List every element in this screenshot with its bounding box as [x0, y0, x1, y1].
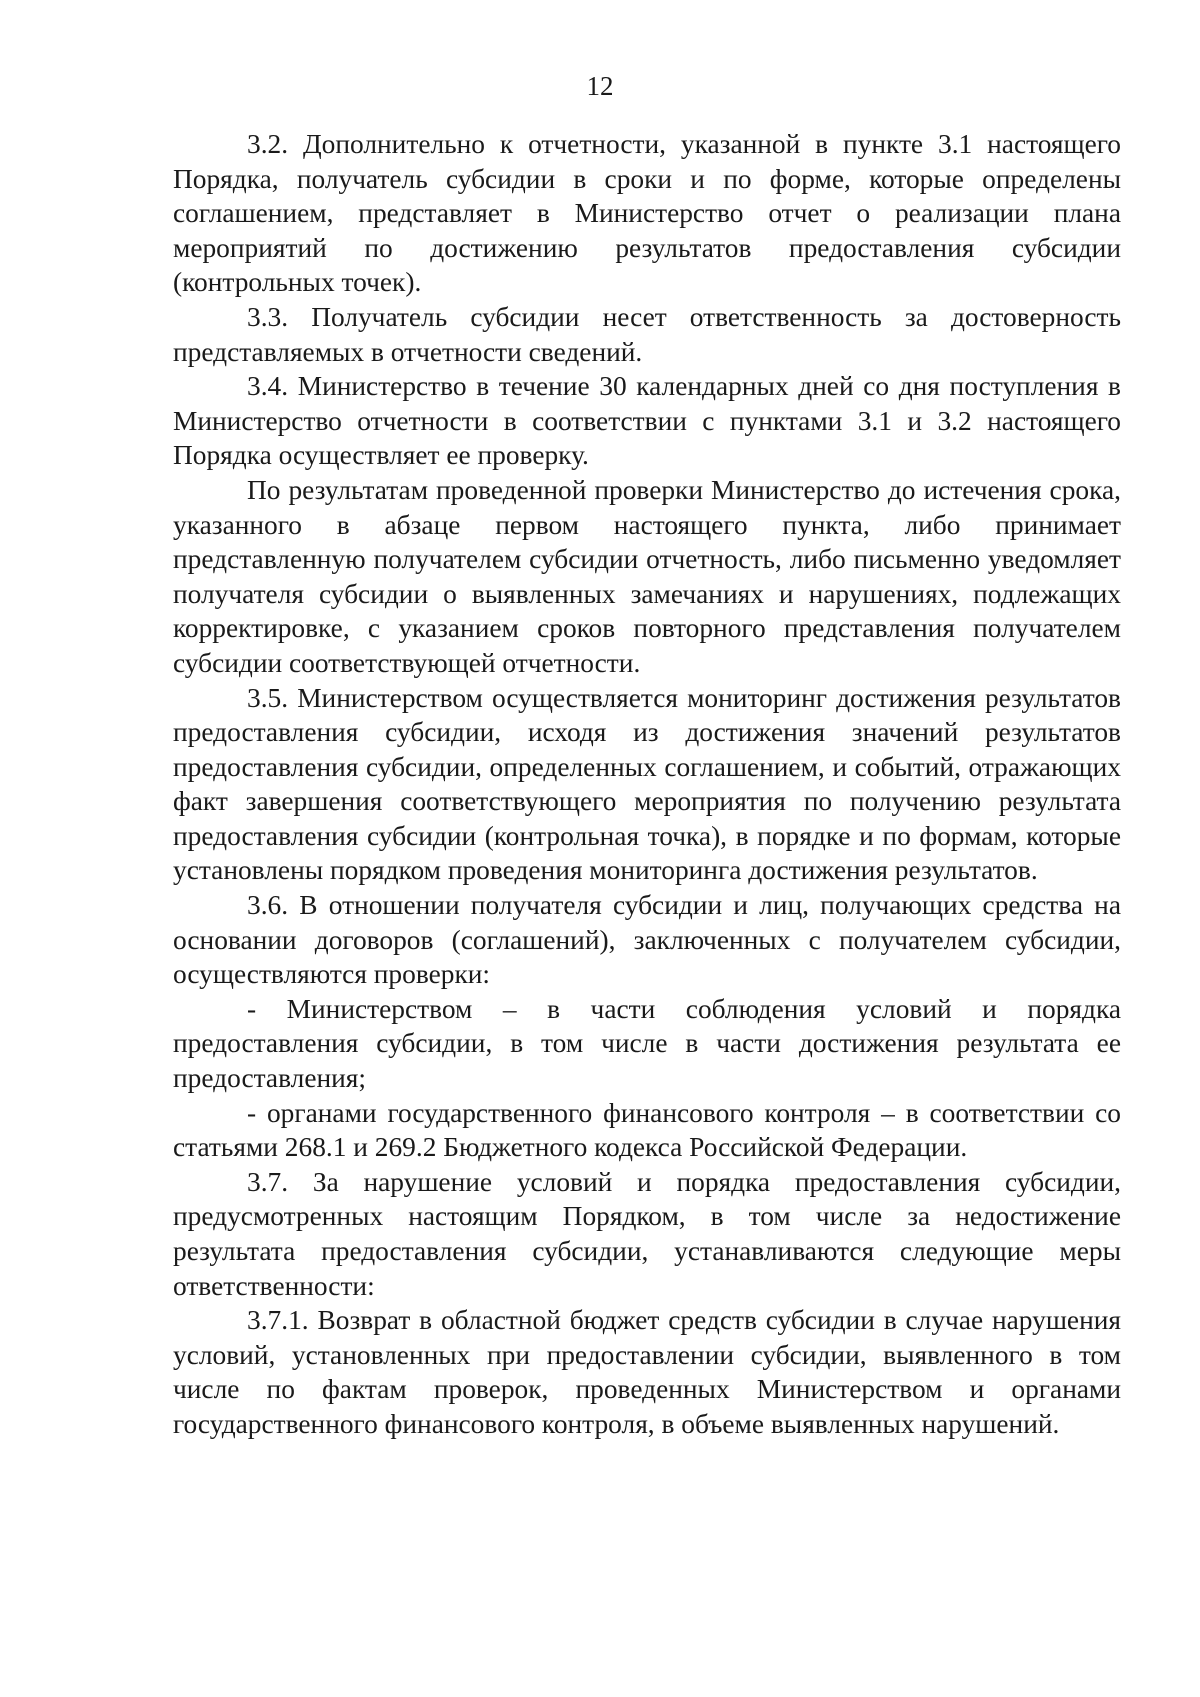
- document-body: [173, 127, 1121, 1442]
- paragraph-3-5: 3.5. Министерством осуществляется мониторинг достижения результатов предоставления субсидии, исходя из достижения значений результатов предоставления субсидии, определенных соглашением, и событий, отражающих факт завершения соответствующего мероприятия по получению результата предоставления субсидии (контрольная точка), в порядке и по формам, которые установлены порядком проведения мониторинга достижения результатов.: [173, 682, 1121, 886]
- paragraph-3-7-1: 3.7.1. Возврат в областной бюджет средств субсидии в случае нарушения условий, установленных при предоставлении субсидии, выявленного в том числе по фактам проверок, проведенных Министерством и органами государственного финансового контроля, в объеме выявленных нарушений.: [173, 1305, 1121, 1439]
- paragraph-3-7: 3.7. За нарушение условий и порядка предоставления субсидии, предусмотренных настоящим Порядком, в том числе за недостижение результата предоставления субсидии, устанавливаются следующие меры ответственности:: [173, 1166, 1121, 1301]
- paragraph-3-4-review-results: По результатам проведенной проверки Министерство до истечения срока, указанного в абзаце первом настоящего пункта, либо принимает представленную получателем субсидии отчетность, либо письменно уведомляет получателя субсидии о выявленных замечаниях и нарушениях, подлежащих корректировке, с указанием сроков повторного представления получателем субсидии соответствующей отчетности.: [173, 474, 1121, 678]
- paragraph-3-6-ministry-item: - Министерством – в части соблюдения условий и порядка предоставления субсидии, в том числе в части достижения результата ее предоставления;: [173, 993, 1121, 1094]
- paragraph-3-3: 3.3. Получатель субсидии несет ответственность за достоверность представляемых в отчетности сведений.: [173, 301, 1121, 367]
- paragraph-3-6-control-item: - органами государственного финансового контроля – в соответствии со статьями 268.1 и 269.2 Бюджетного кодекса Российской Федерации.: [173, 1097, 1121, 1163]
- paragraph-3-6: 3.6. В отношении получателя субсидии и лиц, получающих средства на основании договоров (соглашений), заключенных с получателем субсидии, осуществляются проверки:: [173, 890, 1121, 990]
- page-number: 12: [586, 71, 614, 101]
- paragraph-3-4: 3.4. Министерство в течение 30 календарных дней со дня поступления в Министерство отчетности в соответствии с пунктами 3.1 и 3.2 настоящего Порядка осуществляет ее проверку.: [173, 371, 1121, 471]
- paragraph-3-2: 3.2. Дополнительно к отчетности, указанной в пункте 3.1 настоящего Порядка, получатель субсидии в сроки и по форме, которые определены соглашением, представляет в Министерство отчет о реализации плана мероприятий по достижению результатов предоставления субсидии (контрольных точек).: [173, 129, 1121, 298]
